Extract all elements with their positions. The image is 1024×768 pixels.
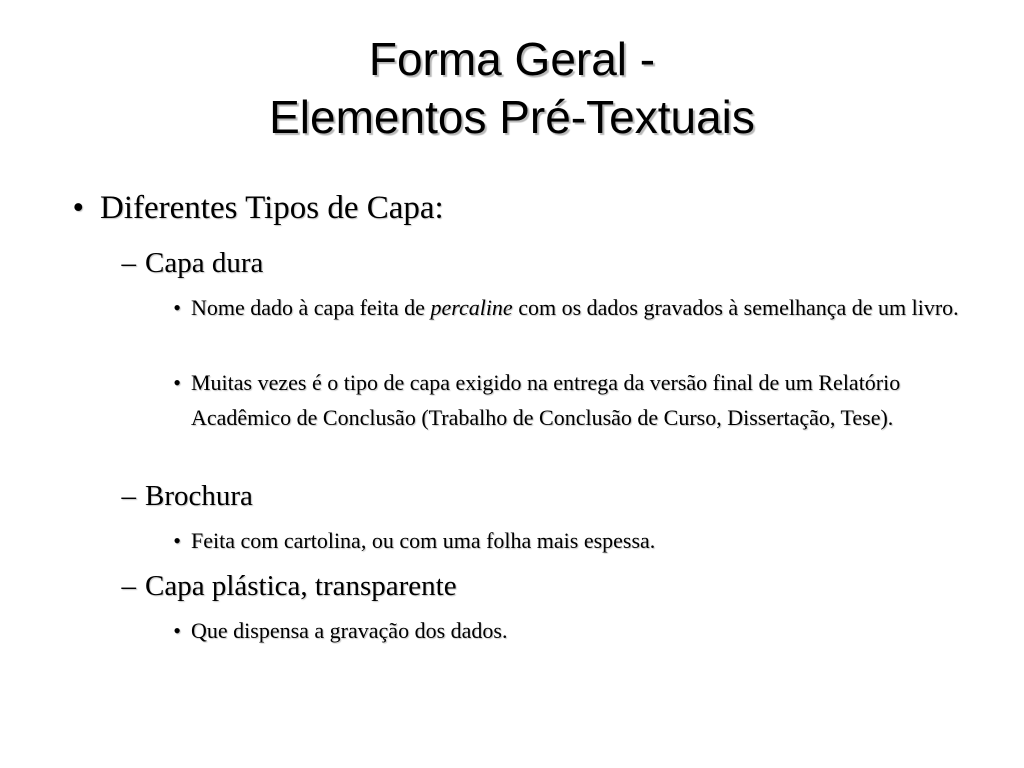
bullet-icon: • bbox=[173, 618, 181, 643]
bullet-icon: • bbox=[72, 190, 84, 226]
bullet-icon: • bbox=[173, 528, 181, 553]
bullet-icon: • bbox=[173, 295, 181, 320]
bullet-icon: • bbox=[173, 370, 181, 395]
dash-icon: – bbox=[121, 570, 136, 602]
dash-icon: – bbox=[121, 247, 136, 279]
bullet-level3-percaline bbox=[191, 290, 961, 325]
dash-icon: – bbox=[121, 480, 136, 512]
bullet-level3-versao-final: Muitas vezes é o tipo de capa exigido na entrega da versão final de um Relatório Acadêmico de Conclusão (Trabalho de Conclusão de Curso, Dissertação, Tese). bbox=[191, 370, 901, 430]
slide-title-line-2: Elementos Pré-Textuais bbox=[269, 91, 755, 143]
item-text-after: com os dados gravados à semelhança de um livro. bbox=[512, 295, 959, 320]
item-text-before: Nome dado à capa feita de bbox=[191, 295, 431, 320]
bullet-level2-capa-dura: Capa dura bbox=[145, 247, 264, 279]
bullet-level2-brochura: Brochura bbox=[145, 480, 253, 512]
bullet-level3-cartolina: Feita com cartolina, ou com uma folha mais espessa. bbox=[191, 528, 656, 553]
slide-title-line-1: Forma Geral - bbox=[368, 33, 656, 85]
bullet-level2-capa-plastica: Capa plástica, transparente bbox=[145, 570, 457, 602]
item-text-italic: percaline bbox=[430, 295, 513, 320]
bullet-level3-gravacao: Que dispensa a gravação dos dados. bbox=[191, 618, 508, 643]
bullet-level1-text: Diferentes Tipos de Capa: bbox=[100, 190, 444, 226]
